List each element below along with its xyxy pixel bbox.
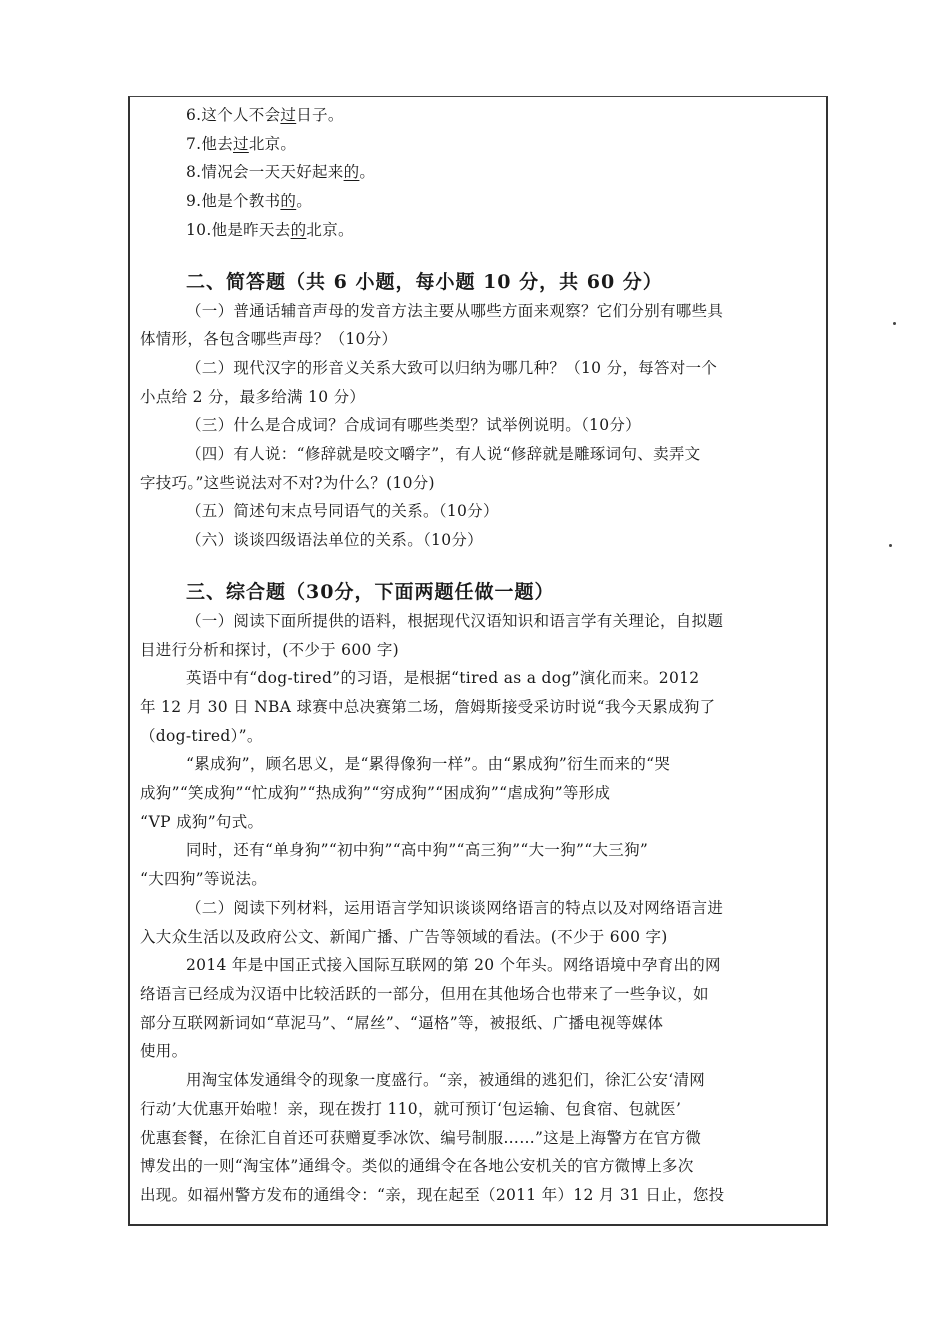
passage-line: 2014 年是中国正式接入国际互联网的第 20 个年头。网络语境中孕育出的网 bbox=[186, 956, 721, 975]
passage-line: 同时，还有“单身狗”“初中狗”“高中狗”“高三狗”“大一狗”“大三狗” bbox=[186, 841, 649, 860]
example-item: 6.这个人不会过日子。 bbox=[186, 106, 344, 124]
passage-line: 英语中有“dog-tired”的习语，是根据“tired as a dog”演化而来。2012 bbox=[186, 669, 700, 688]
exam-content bbox=[140, 101, 816, 1210]
passage-line: 络语言已经成为汉语中比较活跃的一部分，但用在其他场合也带来了一些争议，如 bbox=[140, 984, 709, 1003]
question-line: （五）简述句末点号同语气的关系。（10分） bbox=[186, 502, 499, 521]
passage-line: “VP 成狗”句式。 bbox=[140, 812, 264, 831]
question-line: 目进行分析和探讨，(不少于 600 字) bbox=[140, 640, 400, 659]
example-item: 7.他去过北京。 bbox=[186, 134, 297, 153]
example-item: 9.他是个教书的。 bbox=[186, 192, 313, 211]
question-line: 体情形，各包含哪些声母？（10分） bbox=[140, 330, 398, 349]
passage-line: 年 12 月 30 日 NBA 球赛中总决赛第二场，詹姆斯接受采访时说“我今天累成狗了 bbox=[140, 697, 716, 716]
passage-line: 优惠套餐，在徐汇自首还可获赠夏季冰饮、编号制服……”这是上海警方在官方微 bbox=[140, 1128, 702, 1147]
passage-line: 部分互联网新词如“草泥马”、“屌丝”、“逼格”等，被报纸、广播电视等媒体 bbox=[140, 1013, 664, 1032]
page-frame bbox=[128, 96, 828, 1226]
passage-line: 行动’大优惠开始啦！亲，现在拨打 110，就可预订‘包运输、包食宿、包就医’ bbox=[140, 1099, 682, 1118]
passage-line: 出现。如福州警方发布的通缉令：“亲，现在起至（2011 年）12 月 31 日止，您投 bbox=[140, 1185, 725, 1204]
passage-line: “大四狗”等说法。 bbox=[140, 870, 268, 889]
example-item: 10.他是昨天去的北京。 bbox=[186, 220, 354, 239]
question-line: 入大众生活以及政府公文、新闻广播、广告等领域的看法。(不少于 600 字) bbox=[140, 927, 668, 946]
passage-line: “累成狗”，顾名思义，是“累得像狗一样”。由“累成狗”衍生而来的“哭 bbox=[186, 755, 671, 774]
question-line: （二）阅读下列材料，运用语言学知识谈谈网络语言的特点以及对网络语言进 bbox=[186, 898, 724, 917]
passage-line: 使用。 bbox=[140, 1042, 188, 1061]
passage-line: 博发出的一则“淘宝体”通缉令。类似的通缉令在各地公安机关的官方微博上多次 bbox=[140, 1157, 694, 1176]
question-line: （一）普通话辅音声母的发音方法主要从哪些方面来观察？它们分别有哪些具 bbox=[186, 301, 724, 320]
question-line: （四）有人说：“修辞就是咬文嚼字”，有人说“修辞就是雕琢词句、卖弄文 bbox=[186, 445, 701, 464]
question-line: 字技巧。”这些说法对不对?为什么？(10分) bbox=[140, 473, 435, 492]
question-line: （三）什么是合成词？合成词有哪些类型？试举例说明。（10分） bbox=[186, 416, 641, 435]
question-line: （六）谈谈四级语法单位的关系。（10分） bbox=[186, 531, 483, 550]
passage-line: 用淘宝体发通缉令的现象一度盛行。“亲，被通缉的逃犯们，徐汇公安‘清网 bbox=[186, 1071, 706, 1090]
passage-line: 成狗”“笑成狗”“忙成狗”“热成狗”“穷成狗”“困成狗”“虐成狗”等形成 bbox=[140, 784, 611, 803]
section-3-heading: 三、综合题（30分，下面两题任做一题） bbox=[186, 580, 555, 603]
question-line: （一）阅读下面所提供的语料，根据现代汉语知识和语言学有关理论，自拟题 bbox=[186, 611, 724, 630]
scan-speck bbox=[893, 322, 896, 325]
question-line: 小点给 2 分，最多给满 10 分） bbox=[140, 387, 366, 406]
scan-speck bbox=[889, 544, 892, 547]
passage-line: （dog-tired）”。 bbox=[140, 726, 263, 745]
section-2-heading: 二、简答题（共 6 小题，每小题 10 分，共 60 分） bbox=[186, 270, 663, 293]
question-line: （二）现代汉字的形音义关系大致可以归纳为哪几种？（10 分，每答对一个 bbox=[186, 358, 718, 377]
example-item: 8.情况会一天天好起来的。 bbox=[186, 163, 376, 182]
